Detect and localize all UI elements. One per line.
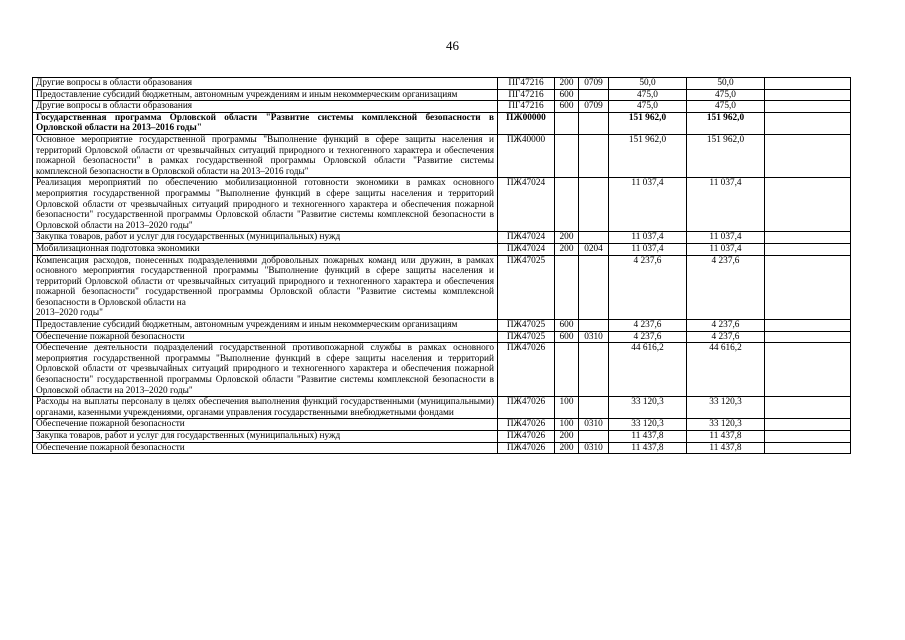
table-row xyxy=(33,243,851,255)
row-expense-type: 600 xyxy=(555,89,579,101)
row-section-code: 0709 xyxy=(579,78,609,90)
row-amount-1: 151 962,0 xyxy=(609,134,687,177)
row-section-code xyxy=(579,320,609,332)
row-target-code: ПЖ47025 xyxy=(498,255,555,320)
row-expense-type xyxy=(555,343,579,397)
row-empty-cell xyxy=(765,178,851,232)
row-description: Мобилизационная подготовка экономики xyxy=(33,243,498,255)
table-row xyxy=(33,343,851,397)
row-amount-2: 4 237,6 xyxy=(687,331,765,343)
row-description: Обеспечение пожарной безопасности xyxy=(33,331,498,343)
row-amount-2: 50,0 xyxy=(687,78,765,90)
row-section-code xyxy=(579,89,609,101)
row-expense-type: 200 xyxy=(555,431,579,443)
row-expense-type xyxy=(555,134,579,177)
row-description: Основное мероприятие государственной программы "Выполнение функций в сфере защиты населения и территорий Орловской области от чрезвычайных ситуаций природного и техногенного характера и обеспечения пожарной безопасности" в рамках государственной программы Орловской области "Развитие системы комплексной безопасности в Орловской области на 2013–2016 годы" xyxy=(33,134,498,177)
row-description: Другие вопросы в области образования xyxy=(33,78,498,90)
row-empty-cell xyxy=(765,431,851,443)
row-description: Государственная программа Орловской области "Развитие системы комплексной безопасности в Орловской области на 2013–2016 годы" xyxy=(33,112,498,134)
row-description: Реализация мероприятий по обеспечению мобилизационной готовности экономики в рамках основного мероприятия государственной программы "Выполнение функций в сфере защиты населения и территорий Орловской области от чрезвычайных ситуаций природного и техногенного характера и обеспечения пожарной безопасности" государственной программы Орловской области "Развитие системы комплексной безопасности в Орловской области на 2013–2020 годы" xyxy=(33,178,498,232)
row-target-code: ПЖ47025 xyxy=(498,320,555,332)
row-amount-2: 44 616,2 xyxy=(687,343,765,397)
row-amount-2: 151 962,0 xyxy=(687,134,765,177)
row-amount-1: 4 237,6 xyxy=(609,320,687,332)
row-amount-2: 11 037,4 xyxy=(687,232,765,244)
row-amount-2: 475,0 xyxy=(687,101,765,113)
table-row xyxy=(33,442,851,454)
table-row xyxy=(33,431,851,443)
row-section-code: 0310 xyxy=(579,419,609,431)
row-amount-1: 4 237,6 xyxy=(609,331,687,343)
row-description: Другие вопросы в области образования xyxy=(33,101,498,113)
row-empty-cell xyxy=(765,112,851,134)
row-section-code: 0310 xyxy=(579,331,609,343)
table-row xyxy=(33,331,851,343)
page-number: 46 xyxy=(446,38,459,53)
row-empty-cell xyxy=(765,397,851,419)
row-amount-1: 475,0 xyxy=(609,101,687,113)
row-target-code: ПГ47216 xyxy=(498,89,555,101)
row-empty-cell xyxy=(765,243,851,255)
row-amount-1: 44 616,2 xyxy=(609,343,687,397)
row-amount-2: 11 037,4 xyxy=(687,178,765,232)
row-amount-2: 11 437,8 xyxy=(687,431,765,443)
row-amount-1: 33 120,3 xyxy=(609,397,687,419)
table-row xyxy=(33,101,851,113)
row-section-code: 0204 xyxy=(579,243,609,255)
table-row xyxy=(33,89,851,101)
row-amount-1: 151 962,0 xyxy=(609,112,687,134)
row-empty-cell xyxy=(765,134,851,177)
row-empty-cell xyxy=(765,320,851,332)
row-target-code: ПЖ47024 xyxy=(498,243,555,255)
row-section-code: 0709 xyxy=(579,101,609,113)
row-description: Обеспечение пожарной безопасности xyxy=(33,442,498,454)
table-row xyxy=(33,320,851,332)
row-section-code xyxy=(579,255,609,320)
row-expense-type: 600 xyxy=(555,320,579,332)
table-row xyxy=(33,112,851,134)
row-amount-2: 4 237,6 xyxy=(687,320,765,332)
row-empty-cell xyxy=(765,419,851,431)
budget-table xyxy=(32,77,851,454)
row-description: Закупка товаров, работ и услуг для государственных (муниципальных) нужд xyxy=(33,232,498,244)
row-section-code xyxy=(579,343,609,397)
table-row xyxy=(33,419,851,431)
row-section-code xyxy=(579,431,609,443)
table-row xyxy=(33,78,851,90)
row-empty-cell xyxy=(765,442,851,454)
row-target-code: ПЖ47026 xyxy=(498,431,555,443)
row-amount-1: 50,0 xyxy=(609,78,687,90)
row-target-code: ПЖ47026 xyxy=(498,343,555,397)
row-empty-cell xyxy=(765,255,851,320)
row-amount-1: 33 120,3 xyxy=(609,419,687,431)
row-amount-2: 4 237,6 xyxy=(687,255,765,320)
row-description: Компенсация расходов, понесенных подразделениями добровольных пожарных команд или дружин, в рамках основного мероприятия государственной программы "Выполнение функций в сфере защиты населения и территорий Орловской области от чрезвычайных ситуаций природного и техногенного характера и обеспечения пожарной безопасности" государственной программы Орловской области "Развитие системы комплексной безопасности в Орловской области на 2013–2020 годы" xyxy=(33,255,498,320)
row-expense-type: 200 xyxy=(555,243,579,255)
row-amount-1: 4 237,6 xyxy=(609,255,687,320)
row-expense-type xyxy=(555,112,579,134)
row-section-code xyxy=(579,178,609,232)
row-description: Предоставление субсидий бюджетным, автономным учреждениям и иным некоммерческим организациям xyxy=(33,320,498,332)
row-amount-2: 151 962,0 xyxy=(687,112,765,134)
table-row xyxy=(33,178,851,232)
row-amount-2: 33 120,3 xyxy=(687,419,765,431)
row-target-code: ПЖ47024 xyxy=(498,178,555,232)
row-amount-1: 11 037,4 xyxy=(609,232,687,244)
row-empty-cell xyxy=(765,232,851,244)
row-expense-type: 200 xyxy=(555,78,579,90)
row-section-code: 0310 xyxy=(579,442,609,454)
row-amount-1: 11 437,8 xyxy=(609,431,687,443)
row-description: Закупка товаров, работ и услуг для государственных (муниципальных) нужд xyxy=(33,431,498,443)
row-target-code: ПГ47216 xyxy=(498,101,555,113)
row-expense-type: 200 xyxy=(555,442,579,454)
row-empty-cell xyxy=(765,343,851,397)
row-description: Расходы на выплаты персоналу в целях обеспечения выполнения функций государственными (муниципальными) органами, казенными учреждениями, органами управления государственными внебюджетными фондами xyxy=(33,397,498,419)
row-description: Обеспечение пожарной безопасности xyxy=(33,419,498,431)
row-target-code: ПЖ00000 xyxy=(498,112,555,134)
row-amount-2: 475,0 xyxy=(687,89,765,101)
row-expense-type: 100 xyxy=(555,419,579,431)
row-empty-cell xyxy=(765,89,851,101)
row-target-code: ПЖ47026 xyxy=(498,397,555,419)
row-description: Обеспечение деятельности подразделений государственной противопожарной службы в рамках основного мероприятия государственной программы "Выполнение функций в сфере защиты населения и территорий Орловской области от чрезвычайных ситуаций природного и техногенного характера и обеспечения пожарной безопасности" государственной программы Орловской области "Развитие системы комплексной безопасности в Орловской области на 2013–2020 годы" xyxy=(33,343,498,397)
row-expense-type: 600 xyxy=(555,101,579,113)
row-expense-type: 200 xyxy=(555,232,579,244)
row-target-code: ПЖ47025 xyxy=(498,331,555,343)
table-row xyxy=(33,232,851,244)
row-expense-type: 600 xyxy=(555,331,579,343)
row-section-code xyxy=(579,134,609,177)
table-row xyxy=(33,134,851,177)
row-empty-cell xyxy=(765,101,851,113)
row-empty-cell xyxy=(765,331,851,343)
row-target-code: ПЖ47026 xyxy=(498,442,555,454)
row-section-code xyxy=(579,112,609,134)
row-empty-cell xyxy=(765,78,851,90)
row-amount-2: 33 120,3 xyxy=(687,397,765,419)
row-amount-1: 475,0 xyxy=(609,89,687,101)
row-target-code: ПЖ47024 xyxy=(498,232,555,244)
table-row xyxy=(33,397,851,419)
row-expense-type: 100 xyxy=(555,397,579,419)
table-row xyxy=(33,255,851,320)
row-section-code xyxy=(579,397,609,419)
row-description: Предоставление субсидий бюджетным, автономным учреждениям и иным некоммерческим организациям xyxy=(33,89,498,101)
row-expense-type xyxy=(555,255,579,320)
row-amount-1: 11 037,4 xyxy=(609,178,687,232)
row-section-code xyxy=(579,232,609,244)
row-amount-1: 11 437,8 xyxy=(609,442,687,454)
row-amount-2: 11 037,4 xyxy=(687,243,765,255)
row-target-code: ПЖ47026 xyxy=(498,419,555,431)
row-amount-2: 11 437,8 xyxy=(687,442,765,454)
row-target-code: ПЖ40000 xyxy=(498,134,555,177)
row-target-code: ПГ47216 xyxy=(498,78,555,90)
row-amount-1: 11 037,4 xyxy=(609,243,687,255)
row-expense-type xyxy=(555,178,579,232)
